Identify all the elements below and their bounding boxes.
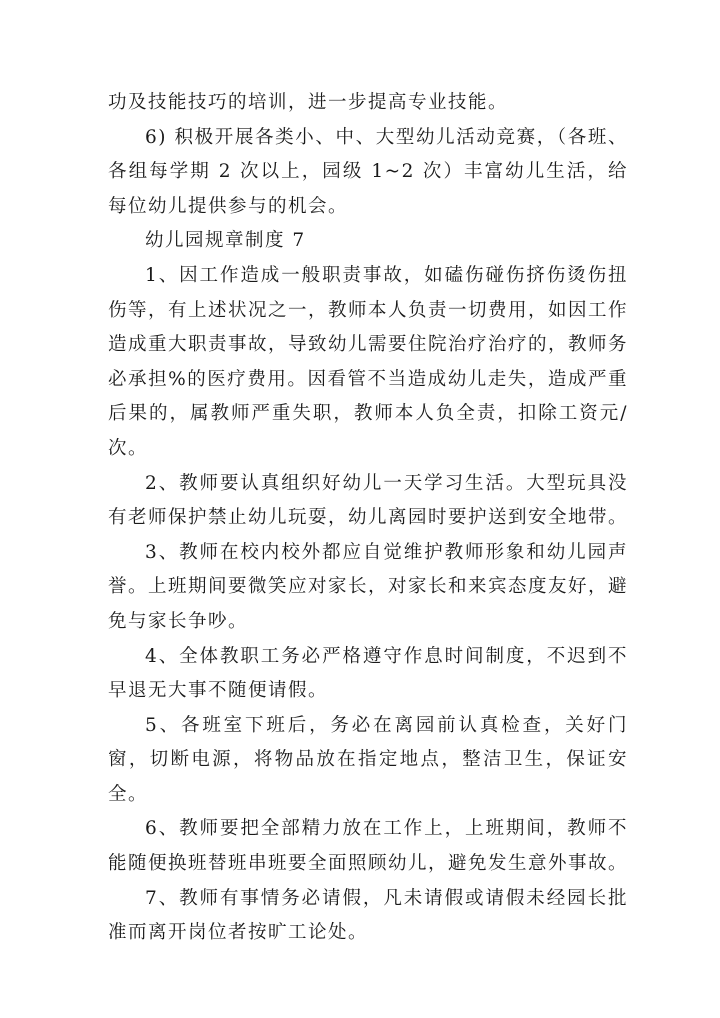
rule-item-7: 7、教师有事情务必请假，凡未请假或请假未经园长批准而离开岗位者按旷工论处。 — [108, 887, 628, 944]
paragraph-continuation: 功及技能技巧的培训，进一步提高专业技能。 — [108, 92, 509, 113]
rule-item-5: 5、各班室下班后，务必在离园前认真检查，关好门窗，切断电源，将物品放在指定地点，整洁卫生，保证安全。 — [108, 714, 628, 805]
rule-item-6: 6、教师要把全部精力放在工作上，上班期间，教师不能随便换班替班串班要全面照顾幼儿，避免发生意外事故。 — [108, 818, 629, 875]
document-page — [108, 86, 628, 951]
rule-item-4: 4、全体教职工务必严格遵守作息时间制度，不迟到不早退无大事不随便请假。 — [108, 645, 628, 702]
section-heading: 幼儿园规章制度 7 — [145, 230, 306, 252]
paragraph-item-6: 6) 积极开展各类小、中、大型幼儿活动竞赛，（各班、各组每学期 2 次以上，园级 1~2 次）丰富幼儿生活，给每位幼儿提供参与的机会。 — [108, 126, 628, 217]
rule-item-2: 2、教师要认真组织好幼儿一天学习生活。大型玩具没有老师保护禁止幼儿玩耍，幼儿离园时要护送到安全地带。 — [108, 472, 629, 529]
rule-item-3: 3、教师在校内校外都应自觉维护教师形象和幼儿园声誉。上班期间要微笑应对家长，对家长和来宾态度友好，避免与家长争吵。 — [108, 541, 629, 632]
rule-item-1: 1、因工作造成一般职责事故，如磕伤碰伤挤伤烫伤扭伤等，有上述状况之一，教师本人负责一切费用，如因工作造成重大职责事故，导致幼儿需要住院治疗治疗的，教师务必承担%的医疗费用。因看管不当造成幼儿走失，造成严重后果的，属教师严重失职，教师本人负全责，扣除工资元/次。 — [108, 264, 629, 459]
